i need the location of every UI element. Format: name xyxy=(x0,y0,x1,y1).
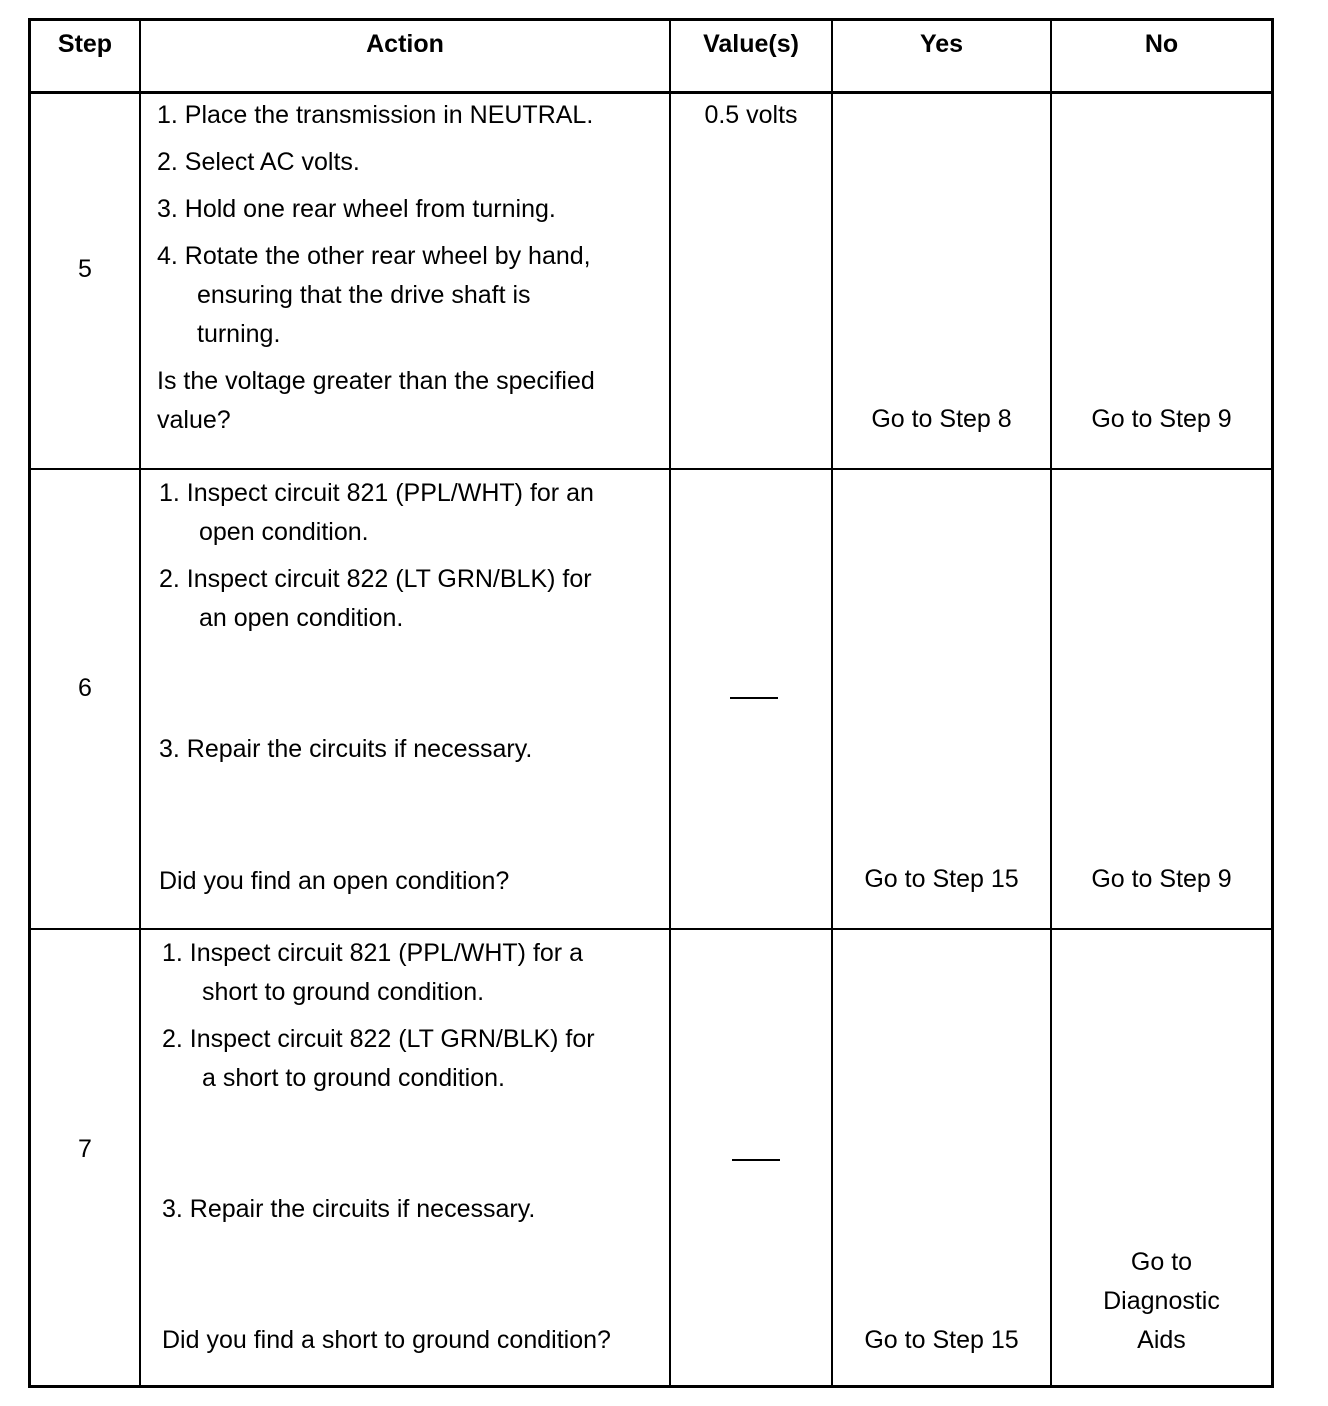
value-dash xyxy=(730,697,778,699)
step-number: 6 xyxy=(78,674,92,702)
action-line: short to ground condition. xyxy=(202,978,485,1006)
action-line: an open condition. xyxy=(199,604,404,632)
header-yes: Yes xyxy=(919,30,964,58)
action-line: 3. Repair the circuits if necessary. xyxy=(162,1195,536,1223)
action-line: 2. Inspect circuit 822 (LT GRN/BLK) for xyxy=(162,1025,595,1053)
no-line: Go to xyxy=(1130,1248,1193,1276)
yes-cell: Go to Step 15 xyxy=(864,1326,1019,1354)
action-line: a short to ground condition. xyxy=(202,1064,505,1092)
action-cell xyxy=(157,94,667,468)
header-step: Step xyxy=(57,30,113,58)
action-line: Did you find an open condition? xyxy=(159,867,510,895)
action-line: 2. Inspect circuit 822 (LT GRN/BLK) for xyxy=(159,565,592,593)
column-divider xyxy=(1050,21,1052,1385)
header-no: No xyxy=(1144,30,1179,58)
action-line: 1. Inspect circuit 821 (PPL/WHT) for a xyxy=(162,939,583,967)
action-line: 1. Inspect circuit 821 (PPL/WHT) for an xyxy=(159,479,594,507)
action-cell xyxy=(159,470,667,928)
no-cell xyxy=(1052,1243,1271,1360)
action-line: Is the voltage greater than the specified xyxy=(157,367,595,395)
step-number: 5 xyxy=(78,255,92,283)
no-cell: Go to Step 9 xyxy=(1091,865,1232,893)
header-values: Value(s) xyxy=(703,30,799,58)
action-line: ensuring that the drive shaft is xyxy=(197,281,531,309)
column-divider xyxy=(669,21,671,1385)
action-line: value? xyxy=(157,406,231,434)
column-divider xyxy=(139,21,141,1385)
action-line: open condition. xyxy=(199,518,369,546)
action-line: 3. Hold one rear wheel from turning. xyxy=(157,195,556,223)
action-line: 3. Repair the circuits if necessary. xyxy=(159,735,533,763)
action-cell xyxy=(162,930,667,1388)
action-line: 2. Select AC volts. xyxy=(157,148,360,176)
step-number: 7 xyxy=(78,1135,92,1163)
action-line: Did you find a short to ground condition? xyxy=(162,1326,611,1354)
column-divider xyxy=(831,21,833,1385)
action-line: 1. Place the transmission in NEUTRAL. xyxy=(157,101,594,129)
header-action: Action xyxy=(366,30,444,58)
action-line: turning. xyxy=(197,320,281,348)
yes-cell: Go to Step 15 xyxy=(864,865,1019,893)
diagnostic-table xyxy=(28,18,1274,1388)
yes-cell: Go to Step 8 xyxy=(871,405,1012,433)
value-dash xyxy=(732,1159,780,1161)
no-cell: Go to Step 9 xyxy=(1091,405,1232,433)
no-line: Aids xyxy=(1137,1326,1186,1354)
no-line: Diagnostic xyxy=(1103,1287,1220,1315)
value-cell: 0.5 volts xyxy=(704,101,798,129)
action-line: 4. Rotate the other rear wheel by hand, xyxy=(157,242,591,270)
